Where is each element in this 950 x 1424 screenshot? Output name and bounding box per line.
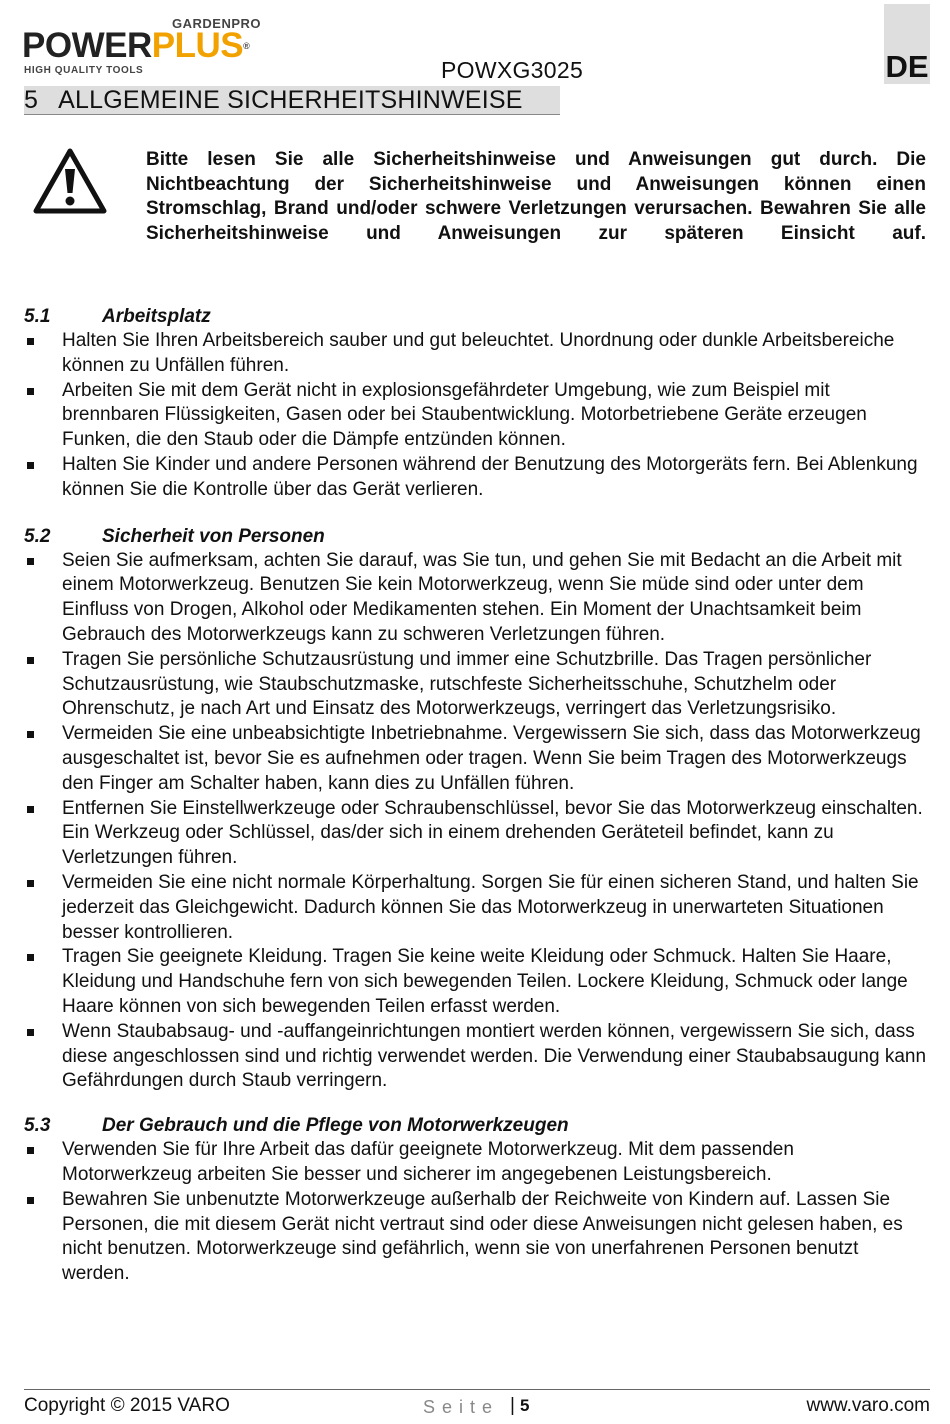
bullet-square-icon (27, 731, 34, 738)
list-item-text: Wenn Staubabsaug- und -auffangeinrichtungen montiert werden können, vergewissern Sie sich, dass diese angeschlossen sind und richtig verwendet werden. Die Verwendung einer Staubabsaugung kann Gefährdungen durch Staub verringern. (62, 1020, 927, 1092)
list-item (24, 453, 929, 503)
subsection-title: Der Gebrauch und die Pflege von Motorwerkzeugen (102, 1115, 569, 1137)
list-item (24, 797, 929, 871)
list-item-text: Verwenden Sie für Ihre Arbeit das dafür geeignete Motorwerkzeug. Mit dem passenden Motorwerkzeug arbeiten Sie besser und sicherer im angegebenen Leistungsbereich. (62, 1139, 794, 1185)
bullet-square-icon (27, 338, 34, 345)
powerplus-logo (22, 14, 267, 76)
warning-text: Bitte lesen Sie alle Sicherheitshinweise und Anweisungen gut durch. Die Nichtbeachtung der Sicherheitshinweise und Anweisungen können einen Stromschlag, Brand und/oder schwere Verletzungen verursachen. Bewahren Sie alle Sicherheitshinweise und Anweisungen zur späteren Einsicht auf. (146, 149, 926, 244)
footer-separator: | (510, 1395, 515, 1416)
bullet-list (24, 1138, 929, 1287)
bullet-square-icon (27, 954, 34, 961)
list-item (24, 1020, 929, 1094)
bullet-square-icon (27, 1029, 34, 1036)
footer-website: www.varo.com (806, 1395, 930, 1416)
subsection-number: 5.2 (24, 525, 51, 547)
list-item-text: Seien Sie aufmerksam, achten Sie darauf, was Sie tun, und gehen Sie mit Bedacht an die Arbeit mit einem Motorwerkzeug. Benutzen Sie kein Motorwerkzeug, wenn Sie müde sind oder unter dem Einfluss von Drogen, Alkohol oder Medikamenten stehen. Ein Moment der Unachtsamkeit beim Gebrauch des Motorwerkzeugs kann zu schweren Verletzungen führen. (62, 549, 902, 645)
footer-divider (24, 1389, 930, 1390)
list-item (24, 1188, 929, 1287)
logo-tagline: HIGH QUALITY TOOLS (24, 65, 144, 76)
language-tab: DE (884, 4, 930, 84)
list-item (24, 945, 929, 1019)
list-item-text: Vermeiden Sie eine unbeabsichtigte Inbetriebnahme. Vergewissern Sie sich, dass das Motorwerkzeug ausgeschaltet ist, bevor Sie es aufnehmen oder tragen. Wenn Sie beim Tragen des Motorwerkzeugs den Finger am Schalter haben, kann dies zu Unfällen führen. (62, 723, 921, 794)
footer-page-label: Seite (423, 1397, 500, 1417)
bullet-square-icon (27, 388, 34, 395)
list-item (24, 329, 929, 379)
bullet-list (24, 549, 929, 1095)
logo-plus: PLUS (151, 26, 244, 65)
list-item (24, 379, 929, 453)
list-item (24, 1138, 929, 1188)
list-item (24, 871, 929, 945)
section-title (24, 86, 560, 115)
list-item-text: Vermeiden Sie eine nicht normale Körperhaltung. Sorgen Sie für einen sicheren Stand, und halten Sie jederzeit das Gleichgewicht. Dadurch können Sie das Motorwerkzeug in unerwarteten Situationen besser kontrollieren. (62, 871, 919, 943)
list-item-text: Halten Sie Ihren Arbeitsbereich sauber und gut beleuchtet. Unordnung oder dunkle Arbeitsbereiche können zu Unfällen führen. (62, 330, 895, 376)
bullet-list (24, 329, 929, 503)
bullet-square-icon (27, 462, 34, 469)
subsection-title: Sicherheit von Personen (102, 525, 325, 547)
subsection-heading-5-2 (24, 524, 929, 549)
logo-power: POWER (22, 26, 152, 65)
list-item-text: Halten Sie Kinder und andere Personen während der Benutzung des Motorgeräts fern. Bei Ablenkung können Sie die Kontrolle über das Gerät verlieren. (62, 453, 918, 500)
content (24, 304, 929, 1287)
subsection-title: Arbeitsplatz (102, 306, 211, 327)
list-item-text: Tragen Sie persönliche Schutzausrüstung und immer eine Schutzbrille. Das Tragen persönlicher Schutzausrüstung, wie Staubschutzmaske, rutschfeste Sicherheitsschuhe, Schutzhelm oder Ohrenschutz, je nach Art und Einsatz des Motorwerkzeugs, verringert das Verletzungsrisiko. (62, 648, 872, 720)
footer-copyright: Copyright © 2015 VARO (24, 1395, 230, 1416)
warning-triangle-icon (33, 147, 107, 215)
list-item-text: Tragen Sie geeignete Kleidung. Tragen Sie keine weite Kleidung oder Schmuck. Halten Sie Haare, Kleidung und Handschuhe fern von sich bewegenden Teilen. Lockere Kleidung, Schmuck oder lange Haare können von sich bewegenden Teilen erfasst werden. (62, 946, 908, 1017)
model-number: POWXG3025 (441, 57, 584, 83)
subsection-heading-5-1 (24, 304, 929, 329)
bullet-square-icon (27, 880, 34, 887)
list-item (24, 722, 929, 796)
subsection-number: 5.1 (24, 306, 51, 327)
section-title-text: 5 ALLGEMEINE SICHERHEITSHINWEISE (24, 86, 523, 114)
list-item-text: Bewahren Sie unbenutzte Motorwerkzeuge außerhalb der Reichweite von Kindern auf. Lassen Sie Personen, die mit diesem Gerät nicht vertraut sind oder diese Anweisungen nicht gelesen haben, es nicht benutzen. Motorwerkzeuge sind gefährlich, wenn sie von unerfahrenen Personen benutzt werden. (62, 1188, 903, 1285)
bullet-square-icon (27, 558, 34, 565)
list-item (24, 549, 929, 648)
bullet-square-icon (27, 1197, 34, 1204)
bullet-square-icon (27, 806, 34, 813)
list-item-text: Arbeiten Sie mit dem Gerät nicht in explosionsgefährdeter Umgebung, wie zum Beispiel mit brennbaren Flüssigkeiten, Gasen oder bei Staubentwicklung. Motorbetriebene Geräte erzeugen Funken, die den Staub oder die Dämpfe entzünden können. (62, 379, 867, 451)
bullet-square-icon (27, 657, 34, 664)
logo-registered: ® (243, 41, 250, 51)
list-item (24, 648, 929, 722)
logo-gardenpro: GARDENPRO (172, 16, 262, 31)
bullet-square-icon (27, 1147, 34, 1154)
subsection-number: 5.3 (24, 1115, 51, 1137)
footer-page-number: 5 (520, 1396, 530, 1415)
subsection-heading-5-3 (24, 1113, 929, 1138)
list-item-text: Entfernen Sie Einstellwerkzeuge oder Schraubenschlüssel, bevor Sie das Motorwerkzeug einschalten. Ein Werkzeug oder Schlüssel, das/der sich in einem drehenden Geräteteil befindet, kann zu Verletzungen führen. (62, 797, 923, 869)
logo-wordmark (22, 28, 249, 64)
